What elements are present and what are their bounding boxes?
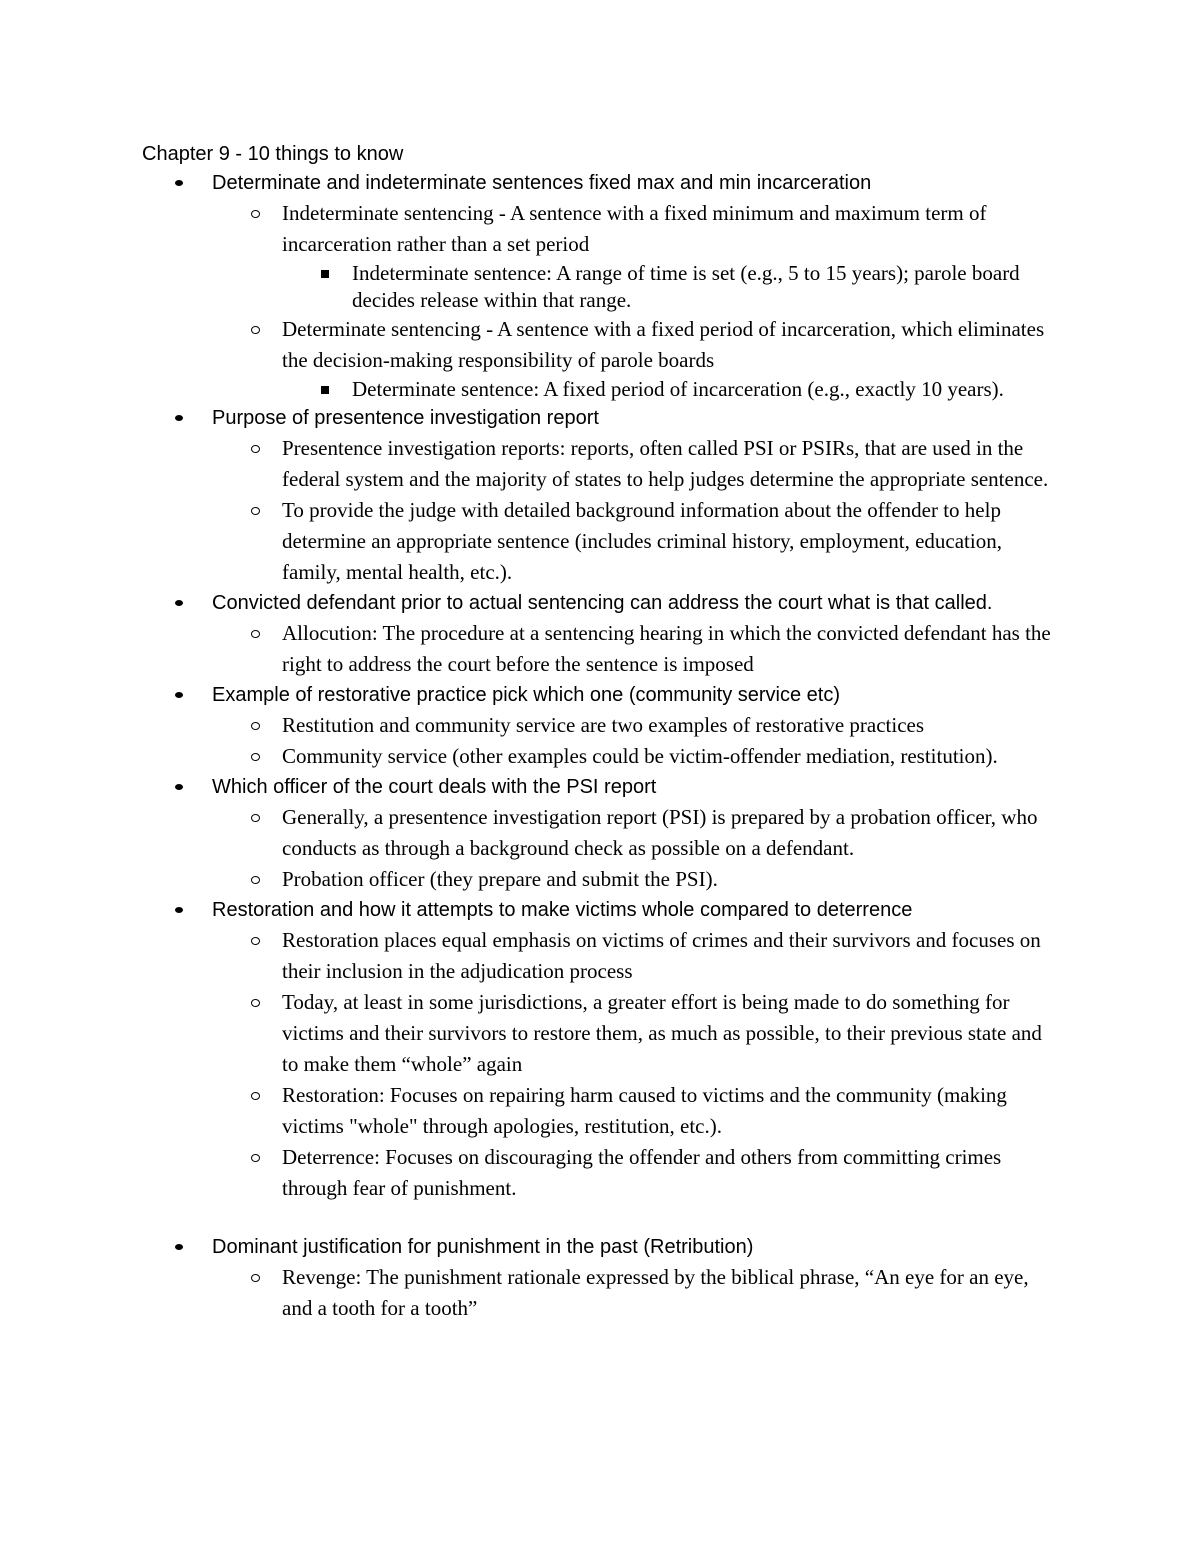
sub-list <box>282 802 1062 895</box>
list-item-text: Convicted defendant prior to actual sentencing can address the court what is that called. <box>212 592 993 614</box>
sub-list-item <box>282 1262 1062 1324</box>
sub-list <box>282 618 1062 680</box>
list-item <box>212 1232 1112 1324</box>
list-item-text: Restoration and how it attempts to make victims whole compared to deterrence <box>212 899 913 921</box>
list-item <box>212 403 1112 588</box>
sub-list-item <box>282 1080 1062 1142</box>
sub-list-item-text: Allocution: The procedure at a sentencing hearing in which the convicted defendant has the right to address the court before the sentence is imposed <box>282 621 1051 676</box>
sub-list-item-text: Today, at least in some jurisdictions, a greater effort is being made to do something for victims and their survivors to restore them, as much as possible, to their previous state and to make them “whole” again <box>282 990 1042 1076</box>
list-item <box>212 168 1112 403</box>
page-title: Chapter 9 - 10 things to know <box>142 143 404 165</box>
sub-list-item-text: Deterrence: Focuses on discouraging the offender and others from committing crimes through fear of punishment. <box>282 1145 1002 1200</box>
sub-list-item-text: Presentence investigation reports: reports, often called PSI or PSIRs, that are used in the federal system and the majority of states to help judges determine the appropriate sentence. <box>282 436 1049 491</box>
list-item <box>212 588 1112 680</box>
sub-list <box>282 433 1062 588</box>
list-item-text: Determinate and indeterminate sentences fixed max and min incarceration <box>212 172 872 194</box>
sub-list-item-text: Indeterminate sentencing - A sentence with a fixed minimum and maximum term of incarceration rather than a set period <box>282 201 987 256</box>
sub-list-item <box>282 1142 1062 1204</box>
sub-list-item <box>282 741 1062 772</box>
sub-list-item-text: Determinate sentencing - A sentence with a fixed period of incarceration, which eliminates the decision-making responsibility of parole boards <box>282 317 1045 372</box>
sub-list-item-text: Community service (other examples could be victim-offender mediation, restitution). <box>282 744 998 768</box>
sub-list-item <box>282 710 1062 741</box>
list-item-text: Example of restorative practice pick which one (community service etc) <box>212 684 841 706</box>
sub-list-item-text: Probation officer (they prepare and submit the PSI). <box>282 867 718 891</box>
sub-list <box>282 925 1062 1204</box>
sub-list-item-text: Restoration places equal emphasis on victims of crimes and their survivors and focuses on their inclusion in the adjudication process <box>282 928 1041 983</box>
sub-list-item <box>282 802 1062 864</box>
sub-list-item <box>282 864 1062 895</box>
sub-list-item-text: Restoration: Focuses on repairing harm caused to victims and the community (making victims "whole" through apologies, restitution, etc.). <box>282 1083 1007 1138</box>
sub-list-item-text: Revenge: The punishment rationale expressed by the biblical phrase, “An eye for an eye, and a tooth for a tooth” <box>282 1265 1029 1320</box>
sub-list-item-text: Restitution and community service are two examples of restorative practices <box>282 713 925 737</box>
sub-list <box>282 710 1062 772</box>
sub-sub-list-item-text: Indeterminate sentence: A range of time is set (e.g., 5 to 15 years); parole board decides release within that range. <box>352 261 1020 312</box>
sub-list-item <box>282 314 1062 403</box>
list-item-text: Which officer of the court deals with the PSI report <box>212 776 657 798</box>
sub-list-item <box>282 198 1062 314</box>
sub-list-item <box>282 618 1062 680</box>
sub-list <box>282 1262 1062 1324</box>
sub-list <box>282 198 1062 403</box>
sub-list-item <box>282 495 1062 588</box>
sub-list-item-text: Generally, a presentence investigation report (PSI) is prepared by a probation officer, who conducts as through a background check as possible on a defendant. <box>282 805 1038 860</box>
sub-sub-list-item <box>352 376 1062 403</box>
sub-sub-list <box>352 376 1062 403</box>
list-item <box>212 772 1112 895</box>
sub-list-item <box>282 433 1062 495</box>
sub-list-item <box>282 987 1062 1080</box>
sub-sub-list-item <box>352 260 1062 314</box>
list-item-text: Purpose of presentence investigation report <box>212 407 599 429</box>
list-item <box>212 895 1112 1204</box>
sub-list-item-text: To provide the judge with detailed background information about the offender to help determine an appropriate sentence (includes criminal history, employment, education, family, mental health, etc.). <box>282 498 1002 584</box>
list-item <box>212 680 1112 772</box>
sub-list-item <box>282 925 1062 987</box>
outline-list <box>212 168 1112 1324</box>
list-item-text: Dominant justification for punishment in the past (Retribution) <box>212 1236 754 1258</box>
sub-sub-list <box>352 260 1062 314</box>
sub-sub-list-item-text: Determinate sentence: A fixed period of incarceration (e.g., exactly 10 years). <box>352 377 1004 401</box>
